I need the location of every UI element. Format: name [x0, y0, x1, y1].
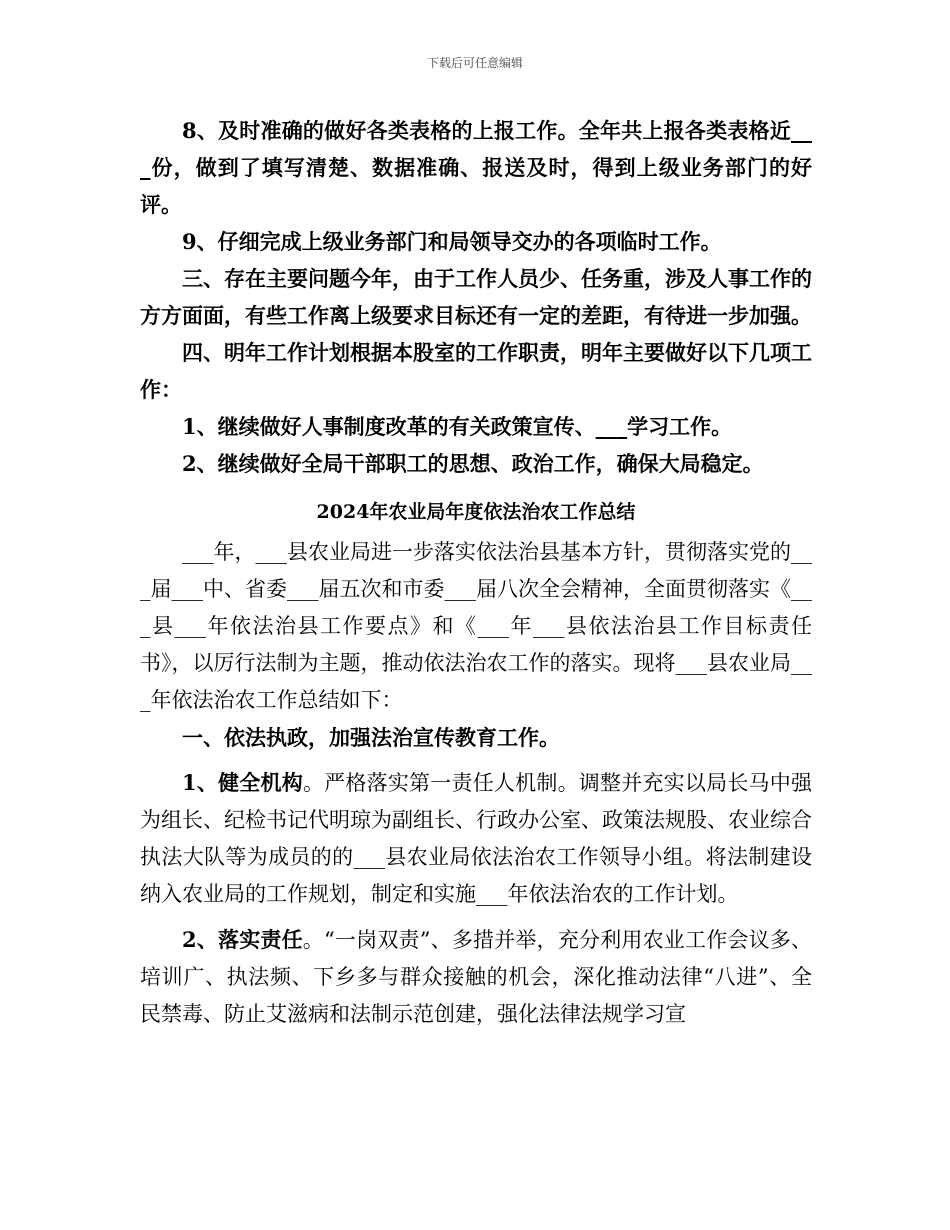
paragraph-item-9: 9、仔细完成上级业务部门和局领导交办的各项临时工作。	[182, 229, 722, 254]
paragraph-item-8: 8、及时准确的做好各类表格的上报工作。全年共上报各类表格近___份，做到了填写清楚、数据准确、报送及时，得到上级业务部门的好评。	[140, 118, 812, 217]
item-1-label: 1、健全机构	[182, 770, 303, 795]
item-2-label: 2、落实责任	[182, 927, 303, 952]
item-1-text: 。严格落实第一责任人机制。调整并充实以局长马中强为组长、纪检书记代明琼为副组长、行政办公室、政策法规股、农业综合执法大队等为成员的的___县农业局依法治农工作领导小组。将法制建设纳入农业局的工作规划，制定和实施___年依法治农的工作计划。	[140, 771, 812, 906]
section-heading-1: 一、依法执政，加强法治宣传教育工作。	[182, 725, 560, 750]
page-header: 下载后可任意编辑	[426, 56, 523, 70]
paragraph-intro: ___年，___县农业局进一步落实依法治县基本方针，贯彻落实党的___届___中、省委___届五次和市委___届八次全会精神，全面贯彻落实《___县___年依法治县工作要点》和《___年___县依法治县工作目标责任书》，以厉行法制为主题，推动依法治农工作的落实。现将___县农业局___年依法治农工作总结如下：	[140, 540, 812, 712]
paragraph-plan-2: 2、继续做好全局干部职工的思想、政治工作，确保大局稳定。	[182, 451, 764, 476]
document-body	[140, 112, 812, 1033]
item-2-text: 。“一岗双责”、多措并举，充分利用农业工作会议多、培训广、执法频、下乡多与群众接触的机会，深化推动法律“八进”、全民禁毒、防止艾滋病和法制示范创建，强化法律法规学习宣	[140, 928, 812, 1026]
paragraph-plan: 四、明年工作计划根据本股室的工作职责，明年主要做好以下几项工作：	[140, 340, 812, 402]
document-title: 2024年农业局年度依法治农工作总结	[316, 501, 636, 523]
paragraph-problems: 三、存在主要问题今年，由于工作人员少、任务重，涉及人事工作的方方面面，有些工作离上级要求目标还有一定的差距，有待进一步加强。	[140, 266, 812, 328]
paragraph-item-1	[140, 764, 812, 913]
paragraph-item-2	[140, 921, 812, 1033]
paragraph-plan-1: 1、继续做好人事制度改革的有关政策宣传、___学习工作。	[182, 414, 733, 439]
